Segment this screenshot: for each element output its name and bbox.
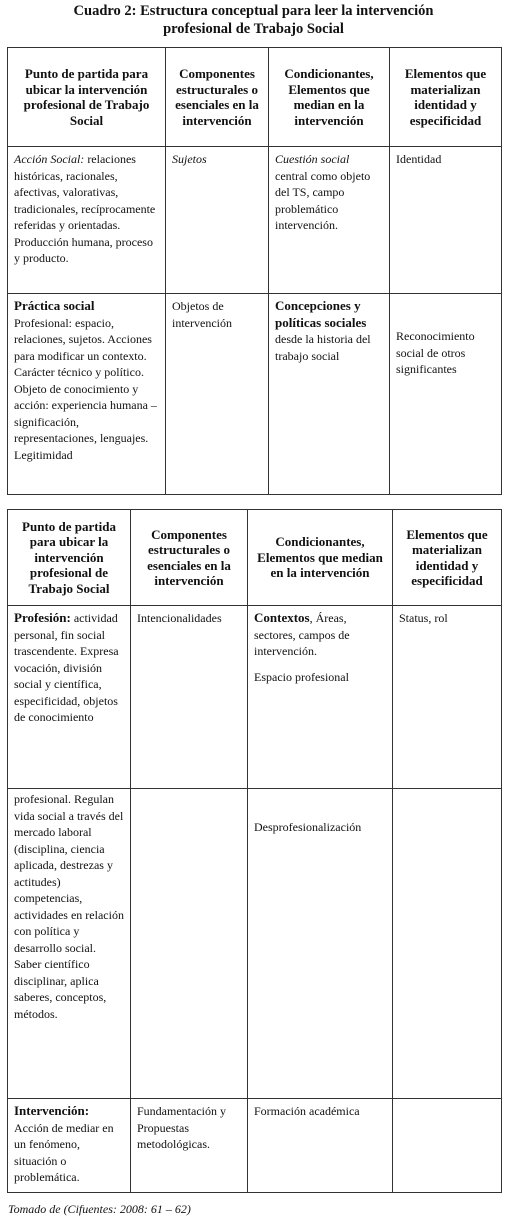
header-componentes: Componentes estructurales o esenciales en la intervención (131, 510, 248, 606)
table-row (8, 294, 502, 495)
header-punto-de-partida: Punto de partida para ubicar la intervención profesional de Trabajo Social (8, 48, 166, 147)
cell-term: Cuestión social (275, 152, 350, 166)
cell-objetos (166, 294, 269, 495)
cell-text: Acción de mediar en un fenómeno, situación o problemática. (14, 1120, 114, 1184)
header-condicionantes: Condicionantes, Elementos que median en la intervención (269, 48, 390, 147)
cell-term: Acción Social: (14, 152, 85, 166)
cell-text: relaciones históricas, racionales, afectivas, valorativas, tradicionales, recíprocamente referidas y orientadas. Producción humana, proceso y producto. (14, 152, 156, 265)
cell-cuestion-social (269, 147, 390, 294)
cell-text: central como objeto del TS, campo problemático intervención. (275, 168, 371, 232)
cell-text: Formación académica (254, 1104, 360, 1118)
cell-text: Intencionalidades (137, 611, 222, 625)
cell-empty (393, 1099, 502, 1193)
caption-line-2: profesional de Trabajo Social (163, 21, 344, 37)
cell-status-rol (393, 606, 502, 789)
table-row (8, 606, 502, 789)
cell-text: Identidad (396, 152, 442, 166)
table-row (8, 147, 502, 294)
source-citation: Tomado de (Cifuentes: 2008: 61 – 62) (8, 1202, 191, 1216)
table-row (8, 1099, 502, 1193)
cell-fundamentacion (131, 1099, 248, 1193)
cell-reconocimiento (390, 294, 502, 495)
table-caption (0, 2, 507, 38)
table-2-header-row (8, 510, 502, 606)
cell-text: , Áreas, sectores, campos de intervención. (254, 611, 350, 658)
cell-practica-social (8, 294, 166, 495)
cell-accion-social (8, 147, 166, 294)
table-2 (7, 509, 502, 1193)
cell-sujetos (166, 147, 269, 294)
cell-term: Sujetos (172, 152, 207, 166)
cell-text: Objetos de intervención (172, 299, 232, 330)
cell-text: Profesional: espacio, relaciones, sujetos. Acciones para modificar un contexto. Carácter técnico y político. Objeto de conocimiento y acción: experiencia humana – significación, representaciones, lenguajes. Legitimidad (14, 315, 157, 462)
header-condicionantes: Condicionantes, Elementos que median en la intervención (248, 510, 393, 606)
header-componentes: Componentes estructurales o esenciales en la intervención (166, 48, 269, 147)
header-punto-de-partida: Punto de partida para ubicar la intervención profesional de Trabajo Social (8, 510, 131, 606)
cell-text: Reconocimiento social de otros significantes (396, 329, 475, 376)
cell-term: Profesión: (14, 610, 71, 625)
cell-intervencion (8, 1099, 131, 1193)
table-row (8, 789, 502, 1099)
cell-desprofesionalizacion (248, 789, 393, 1099)
cell-identidad (390, 147, 502, 294)
cell-profesional-cont (8, 789, 131, 1099)
table-1 (7, 47, 502, 495)
cell-profesion (8, 606, 131, 789)
cell-term: Práctica social (14, 298, 95, 313)
cell-text-2: Espacio profesional (254, 669, 349, 684)
cell-text: Status, rol (399, 611, 448, 625)
cell-text: desde la historia del trabajo social (275, 332, 371, 363)
cell-term: Contextos (254, 610, 310, 625)
cell-concepciones (269, 294, 390, 495)
cell-text: Desprofesionalización (254, 820, 362, 834)
caption-line-1: Cuadro 2: Estructura conceptual para leer la intervención (73, 3, 434, 19)
cell-formacion (248, 1099, 393, 1193)
cell-term: Intervención: (14, 1103, 90, 1118)
cell-empty (393, 789, 502, 1099)
cell-contextos (248, 606, 393, 789)
cell-text: Fundamentación y Propuestas metodológicas. (137, 1104, 226, 1151)
cell-text: profesional. Regulan vida social a través del mercado laboral (disciplina, ciencia aplicada, destrezas y actitudes) competencias, actividades en relación con política y desarrollo social. Saber científico disciplinar, aplica saberes, conceptos, métodos. (14, 792, 124, 1021)
cell-intencionalidades (131, 606, 248, 789)
header-elementos: Elementos que materializan identidad y especificidad (393, 510, 502, 606)
cell-empty (131, 789, 248, 1099)
cell-text: actividad personal, fin social trascendente. Expresa vocación, división social y científica, especificidad, objetos de conocimiento (14, 611, 119, 724)
header-elementos: Elementos que materializan identidad y especificidad (390, 48, 502, 147)
cell-term: Concepciones y políticas sociales (275, 298, 367, 330)
table-1-header-row (8, 48, 502, 147)
